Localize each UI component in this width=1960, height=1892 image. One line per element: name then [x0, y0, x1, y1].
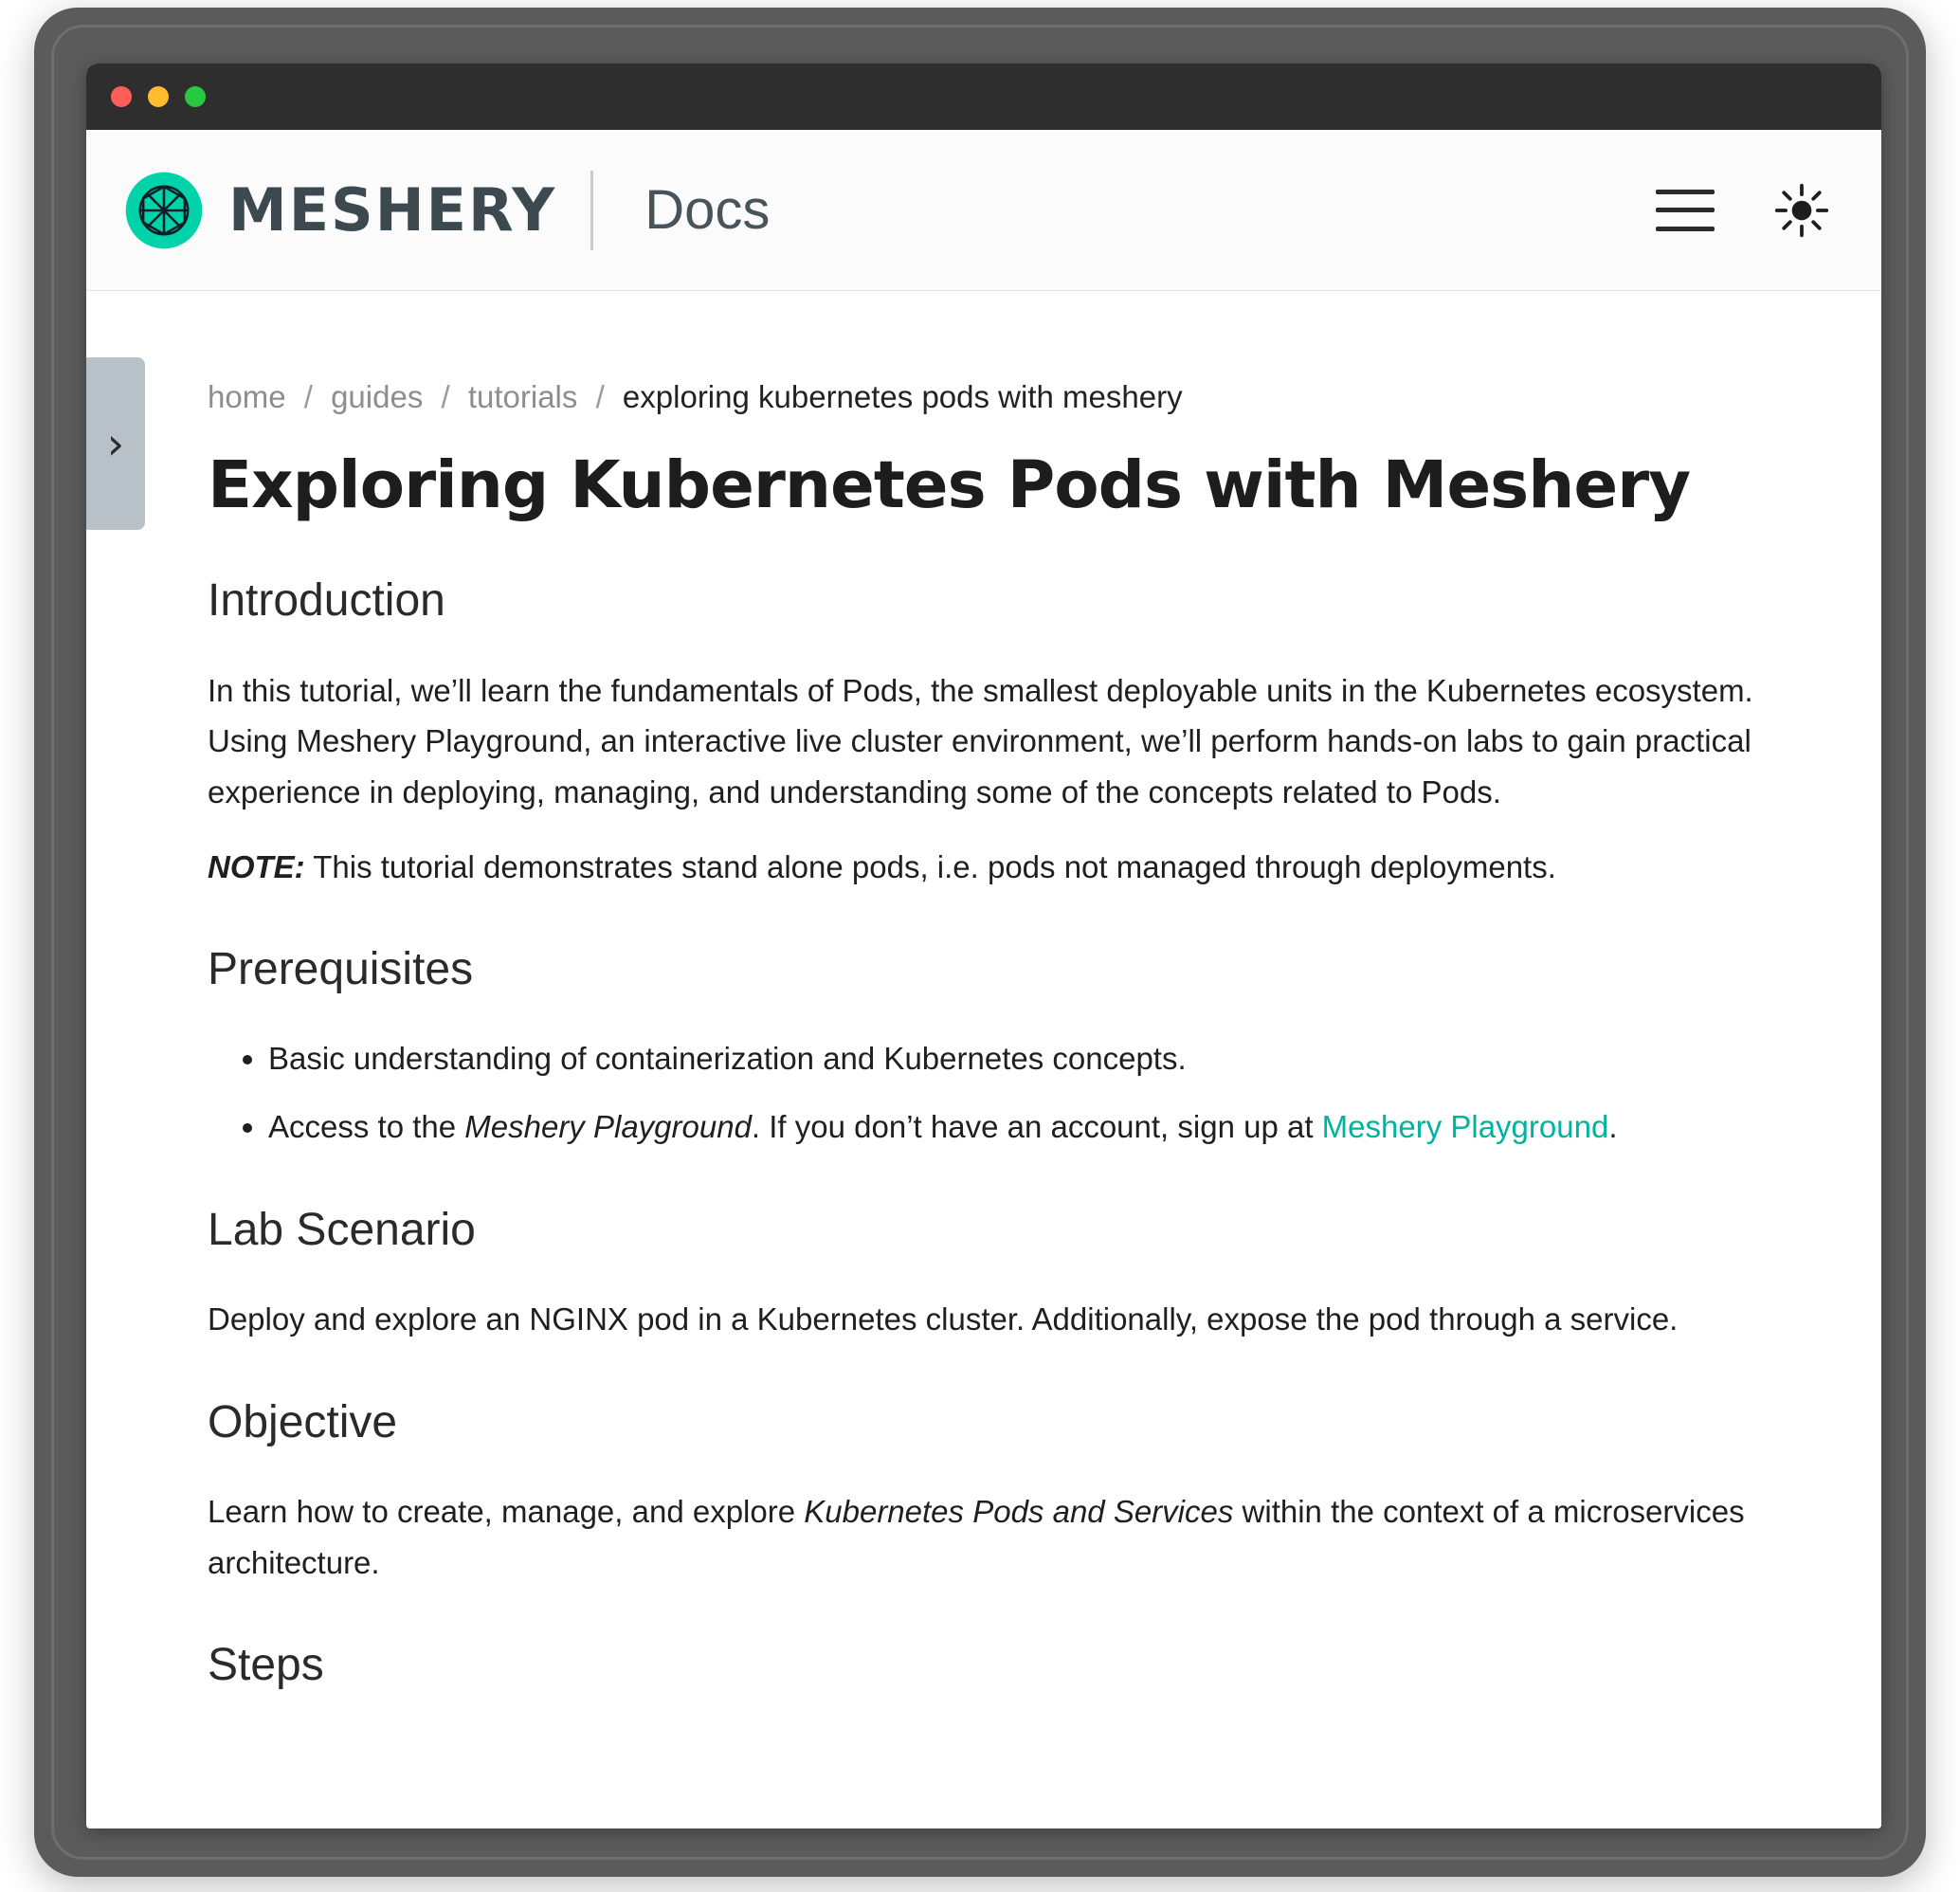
- hamburger-menu-icon[interactable]: [1656, 190, 1715, 231]
- prerequisites-list: [208, 1034, 1768, 1154]
- article: [86, 291, 1881, 1691]
- breadcrumb-item-guides[interactable]: guides: [331, 379, 424, 414]
- objective-prefix: Learn how to create, manage, and explore: [208, 1494, 805, 1530]
- close-window-button[interactable]: [111, 86, 132, 107]
- section-heading-objective: Objective: [208, 1396, 398, 1447]
- device-bezel: [51, 25, 1909, 1860]
- prerequisite-text-1: Basic understanding of containerization and Kubernetes concepts.: [268, 1040, 1187, 1076]
- introduction-note: [208, 842, 1768, 892]
- breadcrumb-item-tutorials[interactable]: tutorials: [467, 379, 578, 414]
- breadcrumb-item-current: exploring kubernetes pods with meshery: [622, 379, 1183, 414]
- list-item: [268, 1034, 1768, 1084]
- introduction-paragraph: In this tutorial, we’ll learn the fundamentals of Pods, the smallest deployable units in the Kubernetes ecosystem. Using Meshery Playground, an interactive live cluster environment, we’ll perform hands-on labs to gain practical experience in deploying, managing, and understanding some of the concepts related to Pods.: [208, 672, 1753, 810]
- meshery-logo-icon: [124, 171, 204, 250]
- sidebar-toggle-button[interactable]: [86, 357, 145, 530]
- prerequisite-suffix: .: [1608, 1109, 1618, 1145]
- minimize-window-button[interactable]: [148, 86, 169, 107]
- site-header: [86, 130, 1881, 291]
- header-actions: [1656, 182, 1830, 239]
- section-heading-introduction: Introduction: [208, 575, 445, 627]
- content-area: [86, 291, 1881, 1828]
- breadcrumb-item-home[interactable]: home: [208, 379, 286, 414]
- docs-label: Docs: [644, 178, 771, 241]
- breadcrumb-separator: /: [595, 379, 605, 414]
- section-heading-lab-scenario: Lab Scenario: [208, 1205, 476, 1256]
- prerequisite-middle: . If you don’t have an account, sign up at: [751, 1109, 1322, 1145]
- sun-icon[interactable]: [1773, 182, 1830, 239]
- chevron-right-icon: ›: [106, 418, 125, 469]
- list-item: [268, 1102, 1768, 1153]
- section-heading-prerequisites: Prerequisites: [208, 944, 474, 995]
- note-label: NOTE:: [208, 849, 305, 885]
- breadcrumb-separator: /: [303, 379, 313, 414]
- page-title: Exploring Kubernetes Pods with Meshery: [208, 446, 1691, 523]
- browser-window: [86, 64, 1881, 1828]
- device-frame: [34, 8, 1926, 1877]
- note-text: This tutorial demonstrates stand alone pods, i.e. pods not managed through deployments.: [313, 849, 1556, 885]
- section-heading-steps: Steps: [208, 1640, 324, 1690]
- maximize-window-button[interactable]: [185, 86, 206, 107]
- header-divider: [590, 171, 593, 250]
- objective-suffix: within the context of a microservices architecture.: [208, 1494, 1745, 1580]
- brand-name: MESHERY: [228, 174, 557, 245]
- objective-italic: Kubernetes Pods and Services: [804, 1494, 1234, 1530]
- objective-paragraph: [208, 1486, 1768, 1588]
- brand-block[interactable]: [124, 171, 1656, 250]
- prerequisite-italic: Meshery Playground: [464, 1109, 752, 1145]
- lab-scenario-paragraph: Deploy and explore an NGINX pod in a Kubernetes cluster. Additionally, expose the pod through a service.: [208, 1301, 1679, 1337]
- meshery-playground-link[interactable]: Meshery Playground: [1321, 1109, 1609, 1145]
- breadcrumb-separator: /: [441, 379, 450, 414]
- window-titlebar: [86, 64, 1881, 130]
- breadcrumb: [208, 378, 1768, 416]
- prerequisite-prefix: Access to the: [268, 1109, 465, 1145]
